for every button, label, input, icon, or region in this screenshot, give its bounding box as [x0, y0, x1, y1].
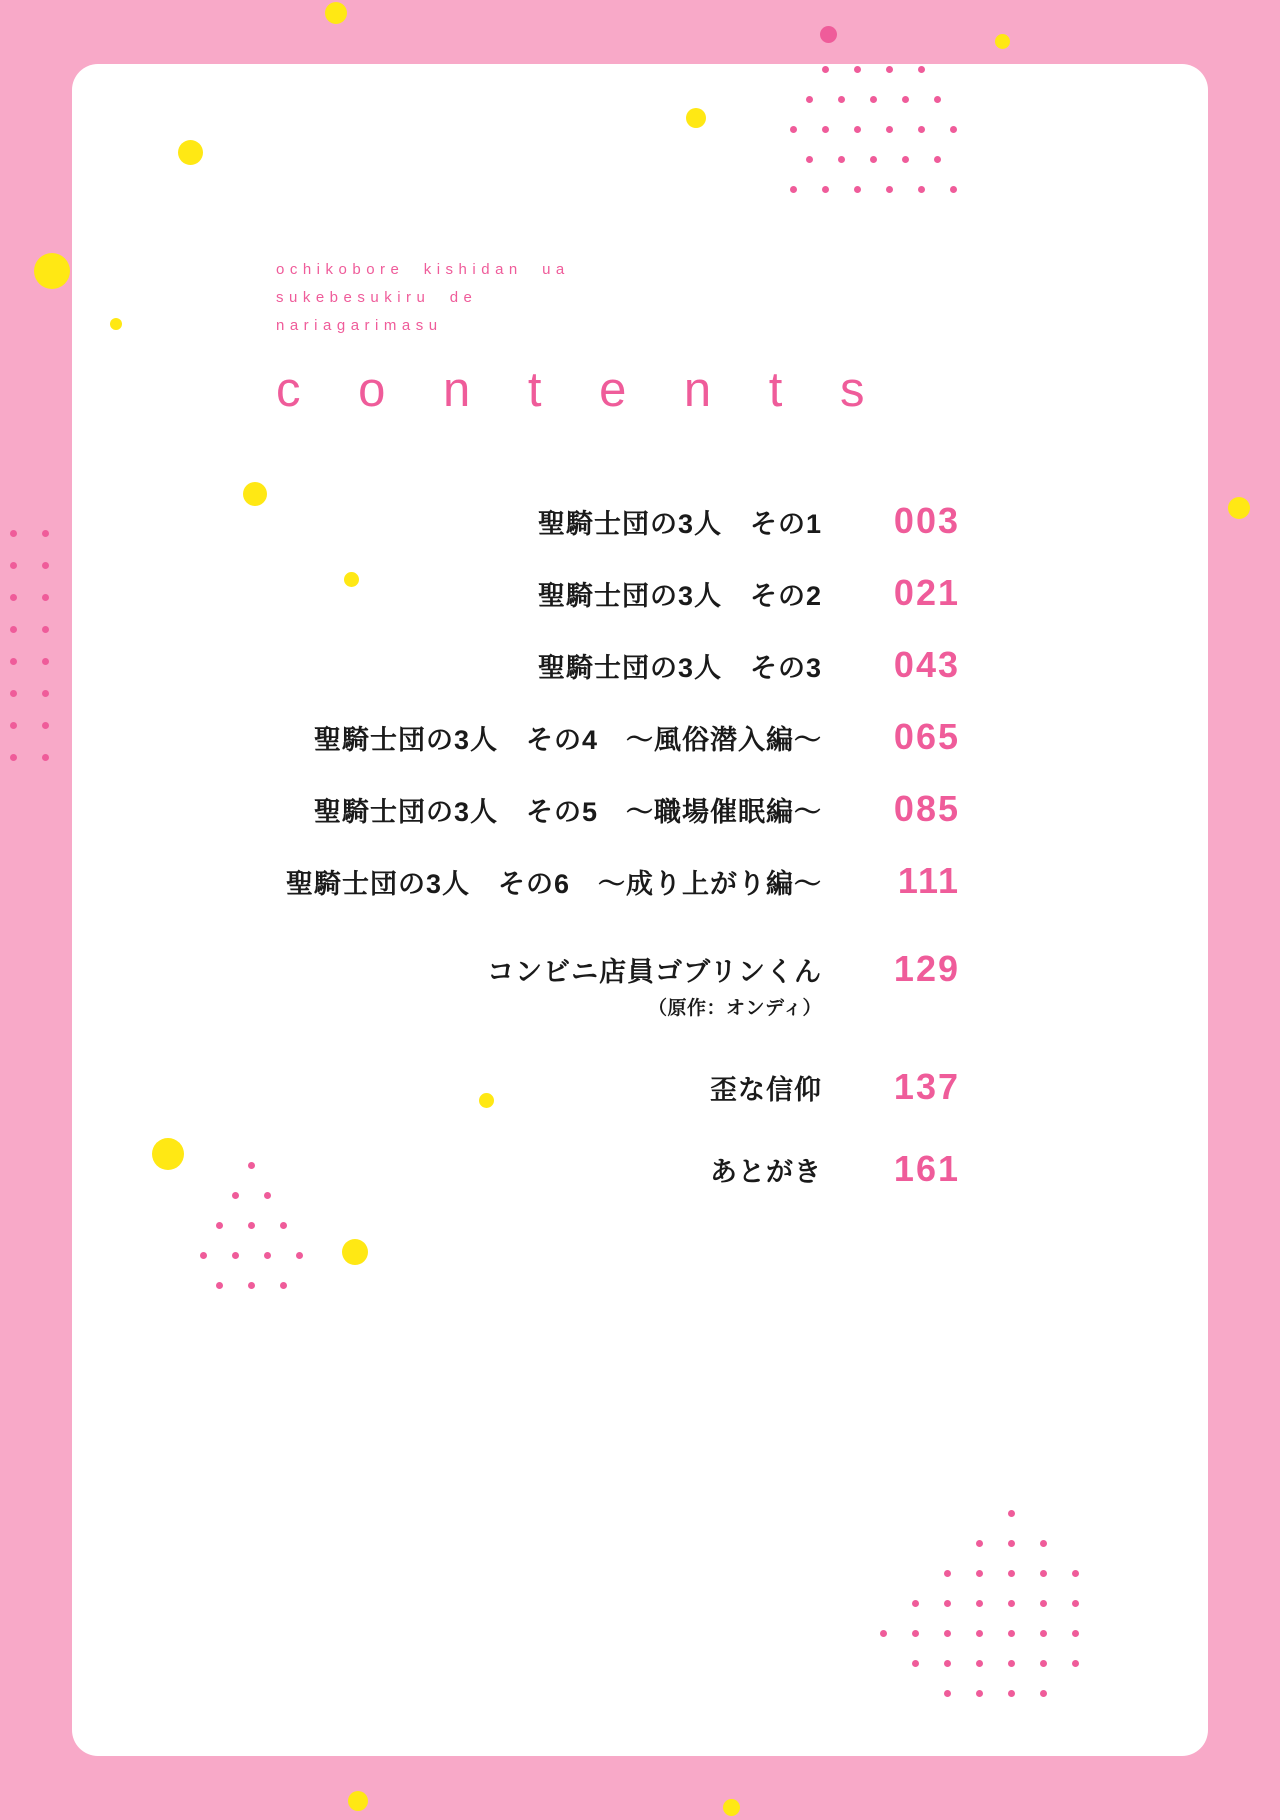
toc-entry[interactable] [0, 644, 1136, 686]
toc-entry-title: コンビニ店員ゴブリンくん [487, 957, 822, 987]
toc-entry-subtitle: （原作：オンディ） [648, 998, 822, 1019]
toc-entry[interactable] [0, 860, 1136, 902]
romaji-line-3: nariagarimasu [276, 317, 443, 334]
toc-entry-title: 聖騎士団の3人 その2 [537, 581, 822, 611]
toc-entry[interactable] [0, 1148, 1136, 1190]
romaji-line-2: sukebesukiru de [276, 289, 478, 306]
header [276, 256, 887, 415]
toc-entry-title: 歪な信仰 [710, 1075, 822, 1105]
romaji-line-1: ochikobore kishidan ua [276, 261, 570, 278]
toc-entry-page: 065 [893, 716, 960, 757]
toc-entry-page: 021 [893, 572, 960, 613]
toc-entry[interactable] [0, 716, 1136, 758]
toc-entry-page: 085 [893, 788, 960, 829]
toc-entry[interactable] [0, 500, 1136, 542]
yellow-dot [348, 1791, 368, 1811]
yellow-dot [995, 34, 1010, 49]
toc-entry-page: 129 [893, 948, 960, 989]
yellow-dot [34, 253, 70, 289]
toc-entry[interactable] [0, 788, 1136, 830]
toc-entry-page: 043 [893, 644, 960, 685]
toc-entry-title: あとがき [710, 1157, 822, 1187]
toc-entry-title: 聖騎士団の3人 その3 [537, 653, 822, 683]
pink-dot [820, 26, 837, 43]
yellow-dot [1228, 497, 1250, 519]
toc-entry-title: 聖騎士団の3人 その1 [537, 509, 822, 539]
page-title: c o n t e n t s [276, 363, 887, 417]
toc-entry-page: 137 [893, 1066, 960, 1107]
toc-entry-page: 111 [897, 860, 960, 901]
toc-entry-page: 003 [893, 500, 960, 541]
toc-entry-title: 聖騎士団の3人 その4 ～風俗潜入編～ [313, 725, 822, 755]
toc-entry[interactable] [0, 948, 1136, 1020]
toc-entry-title: 聖騎士団の3人 その6 ～成り上がり編～ [285, 869, 822, 899]
toc-entry[interactable] [0, 1066, 1136, 1108]
toc-entry-page: 161 [893, 1148, 960, 1189]
yellow-dot [723, 1799, 740, 1816]
toc-entry-title: 聖騎士団の3人 その5 ～職場催眠編～ [313, 797, 822, 827]
toc-entry[interactable] [0, 572, 1136, 614]
yellow-dot [325, 2, 347, 24]
table-of-contents [0, 500, 1136, 1220]
